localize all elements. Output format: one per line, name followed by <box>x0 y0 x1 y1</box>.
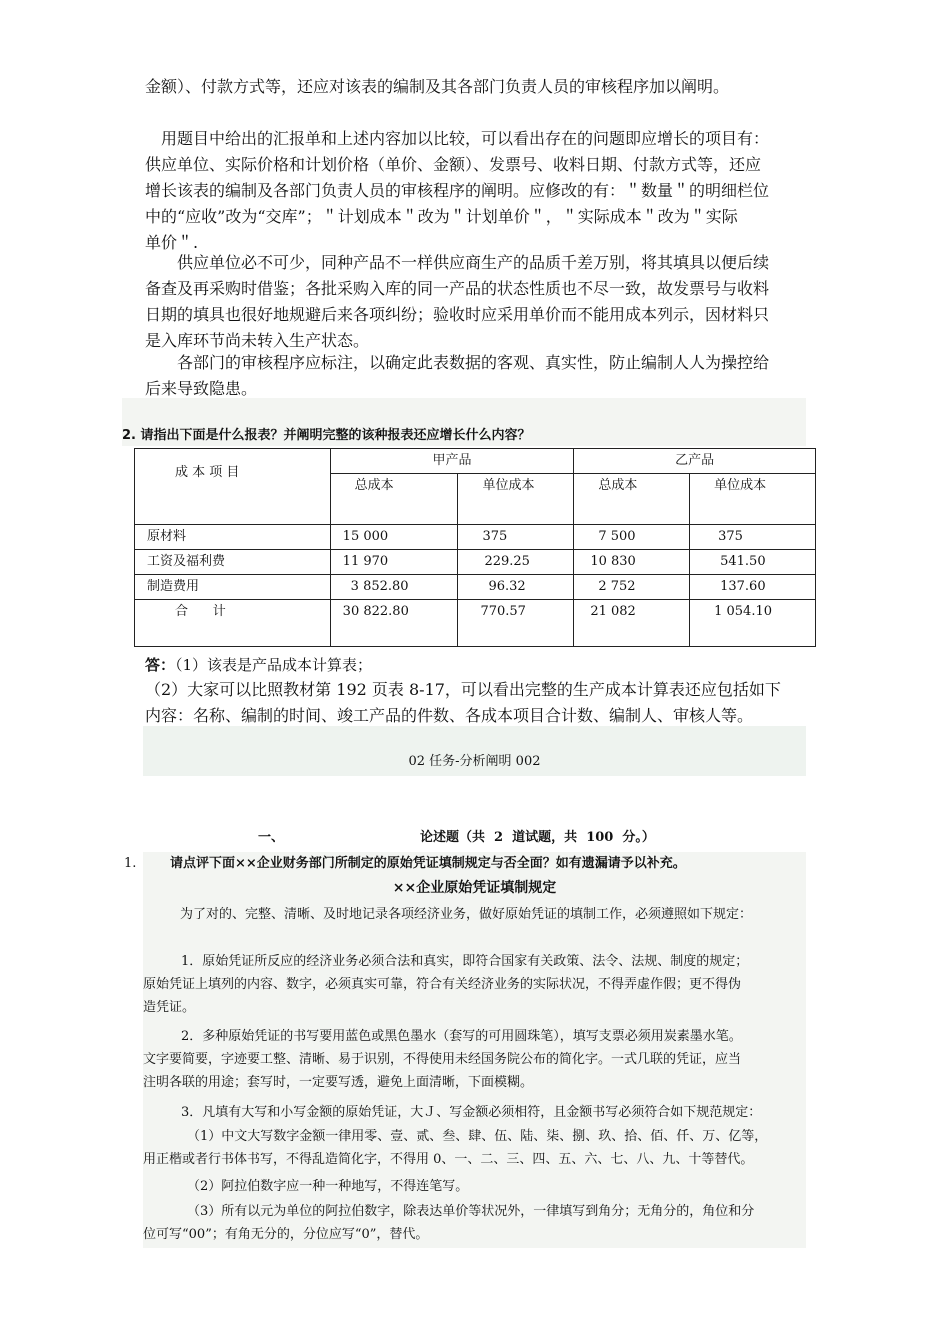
answer-2 <box>145 677 845 729</box>
question-2-title: 2. 请指出下面是什么报表？并阐明完整的该种报表还应增长什么内容？ <box>122 428 531 443</box>
cell-b-unit: 137.60 <box>690 575 816 600</box>
sum-a-total: 30 822.80 <box>330 600 458 647</box>
text-line: 用正楷或者行书体书写，不得乱造简化字，不得用 0、一、二、三、四、五、六、七、八、九、十等替代。 <box>143 1152 754 1167</box>
text-line: 位可写“00”；有角无分的，分位应写“0”，替代。 <box>143 1227 429 1242</box>
answer-line-1 <box>145 652 372 678</box>
cell-a-unit: 229.25 <box>458 550 574 575</box>
text-line: 日期的填具也很好地规避后来各项纠纷；验收时应采用单价而不能用成本列示，因材料只 <box>145 305 770 324</box>
cell-a-unit: 96.32 <box>458 575 574 600</box>
sum-a-unit: 770.57 <box>458 600 574 647</box>
text-line: 供应单位、实际价格和计划价格（单价、金额）、发票号、收料日期、付款方式等，还应 <box>145 155 762 174</box>
cell-b-unit: 375 <box>690 525 816 550</box>
row-item: 制造费用 <box>135 575 331 600</box>
section-number: 一、 <box>258 830 285 845</box>
text-line: （3）所有以元为单位的阿拉伯数字，除表达单价等状况外，一律填写到角分；无角分的，角位和分 <box>187 1204 755 1219</box>
rule-3-1 <box>143 1125 815 1171</box>
answer-label: 答： <box>145 656 176 674</box>
row-item: 原材料 <box>135 525 331 550</box>
cell-b-total: 7 500 <box>574 525 690 550</box>
table-row-total <box>135 600 816 647</box>
question-1-text: 请点评下面××企业财务部门所制定的原始凭证填制规定与否全面？如有遗漏请予以补充。 <box>170 856 686 871</box>
paragraph-compare <box>145 126 835 256</box>
table-row <box>135 550 816 575</box>
text-line: 注明各联的用途；套写时，一定要写透，避免上面清晰，下面模糊。 <box>143 1075 534 1090</box>
section-code: 02 任务-分析阐明 002 <box>408 754 541 769</box>
text-line: 是入库环节尚未转入生产状态。 <box>145 331 370 350</box>
text-line: （2）大家可以比照教材第 192 页表 8-17，可以看出完整的生产成本计算表还应包括如下 <box>145 680 781 699</box>
rule-3: 3．凡填有大写和小写金额的原始凭证，大Ｊ、写金额必须相符，且金额书写必须符合如下规范规定： <box>181 1105 762 1120</box>
subheader-b-total: 总成本 <box>574 474 690 525</box>
text-line: （1）中文大写数字金额一律用零、壹、贰、叁、肆、伍、陆、柒、捌、玖、拾、佰、仟、万、亿等， <box>187 1129 768 1144</box>
paragraph-supply <box>145 250 835 354</box>
text-line: 中的“应收”改为“交库”；＂计划成本＂改为＂计划单价＂，＂实际成本＂改为＂实际 <box>145 207 738 226</box>
cell-b-total: 2 752 <box>574 575 690 600</box>
text-line: 供应单位必不可少，同种产品不一样供应商生产的品质千差万别，将其填具以便后续 <box>177 253 770 272</box>
cell-b-total: 10 830 <box>574 550 690 575</box>
cell-b-unit: 541.50 <box>690 550 816 575</box>
sum-b-total: 21 082 <box>574 600 690 647</box>
rule-3-3 <box>143 1200 815 1246</box>
rule-title: ××企业原始凭证填制规定 <box>392 880 557 896</box>
header-product-a: 甲产品 <box>330 449 574 474</box>
text-line: 内容：名称、编制的时间、竣工产品的件数、各成本项目合计数、编制人、审核人等。 <box>145 706 754 725</box>
sum-label: 合 计 <box>135 600 331 647</box>
subheader-a-unit: 单位成本 <box>458 474 574 525</box>
table-row <box>135 575 816 600</box>
rule-2 <box>143 1025 813 1094</box>
row-item: 工资及福利费 <box>135 550 331 575</box>
header-cost-item: 成 本 项 目 <box>135 449 331 525</box>
paragraph-top: 金额）、付款方式等，还应对该表的编制及其各部门负责人员的审核程序加以阐明。 <box>145 77 730 96</box>
text-line: 造凭证。 <box>143 1000 196 1015</box>
subheader-a-total: 总成本 <box>330 474 458 525</box>
question-1-number: 1. <box>124 856 137 871</box>
table-row <box>135 525 816 550</box>
text-line: 各部门的审核程序应标注，以确定此表数据的客观、真实性，防止编制人人为操控给 <box>177 353 770 372</box>
rule-intro: 为了对的、完整、清晰、及时地记录各项经济业务，做好原始凭证的填制工作，必须遵照如下规定： <box>180 907 753 922</box>
text-line: 后来导致隐患。 <box>145 379 258 398</box>
cell-a-unit: 375 <box>458 525 574 550</box>
section-title: 论述题（共 2 道试题，共 100 分。） <box>420 830 655 845</box>
rule-3-2: （2）阿拉伯数字应一种一种地写，不得连笔写。 <box>187 1179 469 1194</box>
cell-a-total: 3 852.80 <box>330 575 458 600</box>
text-line: 1．原始凭证所反应的经济业务必须合法和真实，即符合国家有关政策、法令、法规、制度的规定； <box>181 954 749 969</box>
sum-b-unit: 1 054.10 <box>690 600 816 647</box>
answer-text: （1）该表是产品成本计算表； <box>175 656 373 674</box>
subheader-b-unit: 单位成本 <box>690 474 816 525</box>
cell-a-total: 15 000 <box>330 525 458 550</box>
cell-a-total: 11 970 <box>330 550 458 575</box>
product-cost-table <box>134 448 816 647</box>
text-line: 用题目中给出的汇报单和上述内容加以比较，可以看出存在的问题即应增长的项目有： <box>161 129 770 148</box>
header-product-b: 乙产品 <box>574 449 816 474</box>
text-line: 文字要简要，字迹要工整、清晰、易于识别，不得使用未经国务院公布的简化字。一式几联的凭证，应当 <box>143 1052 742 1067</box>
text-line: 备查及再采购时借鉴；各批采购入库的同一产品的状态性质也不尽一致，故发票号与收料 <box>145 279 770 298</box>
rule-1 <box>143 950 813 1019</box>
text-line: 原始凭证上填列的内容、数字，必须真实可靠，符合有关经济业务的实际状况，不得弄虚作假；更不得伪 <box>143 977 742 992</box>
paragraph-review <box>145 350 835 402</box>
text-line: 2．多种原始凭证的书写要用蓝色或黑色墨水（套写的可用圆珠笔），填写支票必须用炭素墨水笔。 <box>181 1029 742 1044</box>
text-line: 单价＂. <box>145 233 199 252</box>
text-line: 增长该表的编制及各部门负责人员的审核程序的阐明。应修改的有：＂数量＂的明细栏位 <box>145 181 770 200</box>
